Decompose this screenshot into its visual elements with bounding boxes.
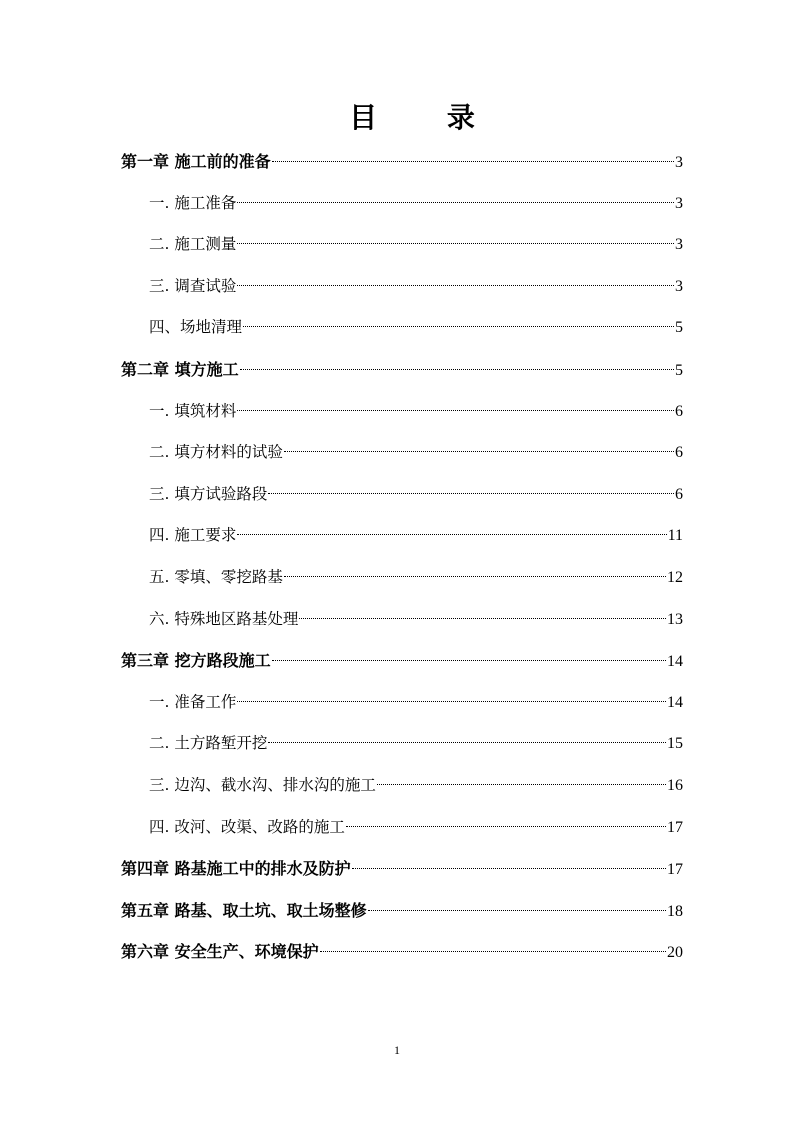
toc-entry-page-number: 3 bbox=[675, 277, 683, 295]
toc-entry-label: 一. 施工准备 bbox=[149, 193, 237, 212]
toc-chapter-entry[interactable] bbox=[121, 848, 683, 890]
dot-leader bbox=[320, 950, 666, 952]
toc-entry-label: 六. 特殊地区路基处理 bbox=[149, 609, 299, 628]
dot-leader bbox=[368, 909, 666, 911]
toc-entry-page-number: 6 bbox=[675, 485, 683, 503]
toc-entry-page-number: 14 bbox=[667, 693, 683, 711]
toc-section-entry[interactable] bbox=[121, 807, 683, 849]
dot-leader bbox=[272, 160, 674, 162]
toc-entry-page-number: 13 bbox=[667, 610, 683, 628]
toc-entry-page-number: 3 bbox=[675, 194, 683, 212]
toc-entry-page-number: 3 bbox=[675, 154, 683, 171]
dot-leader bbox=[284, 575, 666, 577]
toc-chapter-entry[interactable] bbox=[121, 141, 683, 183]
toc-entry-label: 二. 土方路堑开挖 bbox=[149, 734, 268, 753]
dot-leader bbox=[377, 783, 666, 785]
toc-section-entry[interactable] bbox=[121, 307, 683, 349]
toc-entry-label: 一. 填筑材料 bbox=[149, 401, 237, 420]
toc-section-entry[interactable] bbox=[121, 765, 683, 807]
toc-entry-label: 第六章 安全生产、环境保护 bbox=[121, 942, 319, 962]
toc-section-entry[interactable] bbox=[121, 224, 683, 266]
toc-section-entry[interactable] bbox=[121, 432, 683, 474]
page-title: 目 录 bbox=[349, 101, 505, 134]
toc-entry-label: 二. 填方材料的试验 bbox=[149, 443, 283, 462]
toc-entry-page-number: 14 bbox=[667, 653, 683, 671]
toc-entry-page-number: 3 bbox=[675, 236, 683, 254]
toc-entry-label: 五. 零填、零挖路基 bbox=[149, 567, 283, 586]
dot-leader bbox=[243, 325, 674, 327]
table-of-contents bbox=[121, 141, 683, 973]
toc-entry-label: 第三章 挖方路段施工 bbox=[121, 651, 271, 671]
dot-leader bbox=[240, 368, 674, 370]
dot-leader bbox=[352, 867, 666, 869]
toc-entry-page-number: 5 bbox=[675, 319, 683, 337]
toc-entry-page-number: 17 bbox=[667, 818, 683, 836]
dot-leader bbox=[299, 617, 666, 619]
toc-entry-label: 第一章 施工前的准备 bbox=[121, 152, 271, 171]
dot-leader bbox=[268, 492, 674, 494]
toc-entry-label: 二. 施工测量 bbox=[149, 235, 237, 254]
toc-entry-page-number: 16 bbox=[667, 776, 683, 794]
toc-entry-page-number: 5 bbox=[675, 361, 683, 379]
toc-entry-page-number: 11 bbox=[667, 527, 683, 545]
footer-page-number: 1 bbox=[394, 1043, 400, 1057]
toc-entry-label: 三. 边沟、截水沟、排水沟的施工 bbox=[149, 775, 376, 794]
toc-entry-page-number: 15 bbox=[667, 735, 683, 753]
toc-entry-page-number: 6 bbox=[675, 444, 683, 462]
toc-section-entry[interactable] bbox=[121, 599, 683, 641]
toc-entry-page-number: 6 bbox=[675, 402, 683, 420]
dot-leader bbox=[284, 450, 674, 452]
dot-leader bbox=[237, 242, 674, 244]
toc-entry-page-number: 12 bbox=[667, 568, 683, 586]
toc-section-entry[interactable] bbox=[121, 474, 683, 516]
dot-leader bbox=[237, 409, 674, 411]
toc-entry-page-number: 20 bbox=[667, 944, 683, 962]
toc-section-entry[interactable] bbox=[121, 557, 683, 599]
toc-section-entry[interactable] bbox=[121, 723, 683, 765]
toc-chapter-entry[interactable] bbox=[121, 931, 683, 973]
dot-leader bbox=[237, 201, 674, 203]
toc-entry-label: 四. 施工要求 bbox=[149, 526, 237, 545]
toc-entry-page-number: 18 bbox=[667, 902, 683, 920]
toc-section-entry[interactable] bbox=[121, 515, 683, 557]
dot-leader bbox=[268, 741, 666, 743]
dot-leader bbox=[237, 700, 666, 702]
toc-section-entry[interactable] bbox=[121, 391, 683, 433]
toc-entry-label: 第二章 填方施工 bbox=[121, 359, 239, 379]
toc-chapter-entry[interactable] bbox=[121, 349, 683, 391]
toc-chapter-entry[interactable] bbox=[121, 890, 683, 932]
toc-entry-label: 四、场地清理 bbox=[149, 318, 243, 337]
toc-section-entry[interactable] bbox=[121, 183, 683, 225]
dot-leader bbox=[272, 659, 666, 661]
dot-leader bbox=[237, 284, 674, 286]
toc-entry-label: 四. 改河、改渠、改路的施工 bbox=[149, 817, 345, 836]
toc-chapter-entry[interactable] bbox=[121, 640, 683, 682]
toc-entry-label: 第四章 路基施工中的排水及防护 bbox=[121, 859, 351, 879]
toc-entry-label: 第五章 路基、取土坑、取土场整修 bbox=[121, 900, 367, 920]
dot-leader bbox=[237, 533, 666, 535]
toc-entry-label: 一. 准备工作 bbox=[149, 692, 237, 711]
dot-leader bbox=[346, 825, 666, 827]
toc-section-entry[interactable] bbox=[121, 682, 683, 724]
toc-entry-label: 三. 调查试验 bbox=[149, 276, 237, 295]
toc-entry-label: 三. 填方试验路段 bbox=[149, 484, 268, 503]
toc-section-entry[interactable] bbox=[121, 266, 683, 308]
toc-entry-page-number: 17 bbox=[667, 861, 683, 879]
